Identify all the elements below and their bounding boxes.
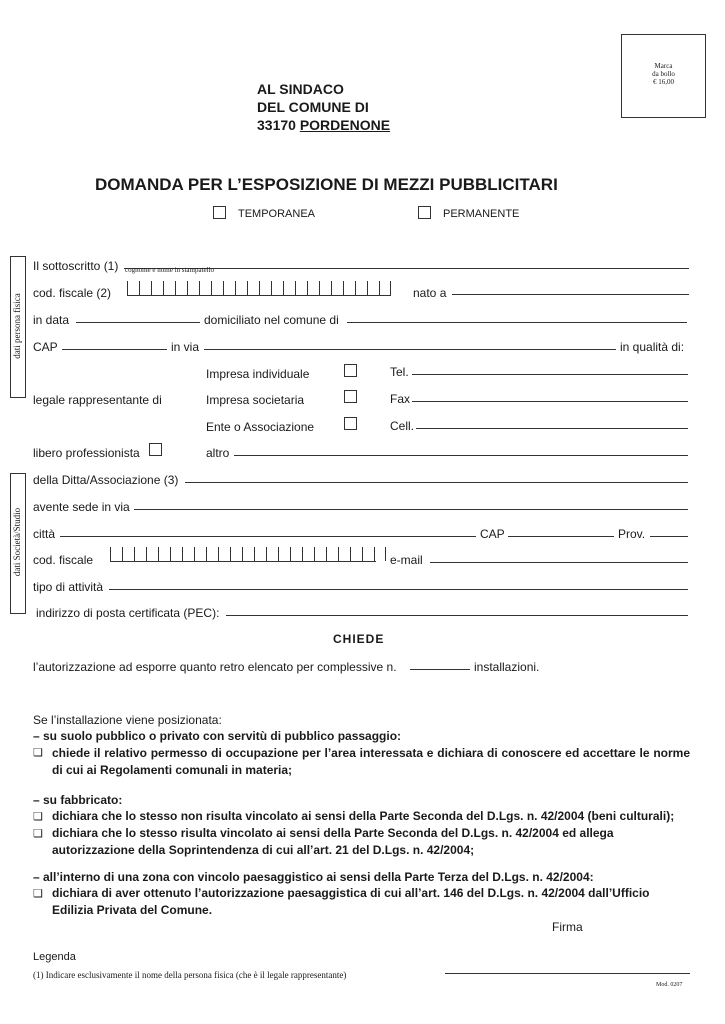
citta-label: città [33,527,56,541]
permanente-checkbox[interactable] [418,206,431,219]
persona-side-label: dati persona fisica [12,293,22,359]
prov-label: Prov. [618,527,646,541]
section1-title: – su suolo pubblico o privato con servitù di pubblico passaggio: [33,729,402,743]
libero-label: libero professionista [33,446,140,460]
tipo-label: tipo di attività [33,580,104,594]
ditta-label: della Ditta/Associazione (3) [33,473,179,487]
section1-item1: chiede il relativo permesso di occupazione per l’area interessata e dichiara di conoscere ed accettare le norme di cui ai Regolamenti comunali in materia; [52,746,690,777]
section2-item2: dichiara che lo stesso risulta vincolato ai sensi della Parte Seconda del D.Lgs. n. 42/2004 ed allega autorizzazione della Soprintendenza di cui all’art. 21 del D.Lgs. n. 42/2004; [52,826,614,857]
email-field[interactable] [430,562,688,563]
firma-label: Firma [552,920,583,934]
legale-label: legale rappresentante di [33,393,162,407]
impresa-societaria-label: Impresa societaria [206,393,305,407]
in-qualita-label: in qualità di: [620,340,685,354]
ditta-field[interactable] [185,482,688,483]
company-cap-field[interactable] [508,536,614,537]
address-block [257,80,390,134]
legenda-heading: Legenda [33,951,76,963]
section2-bullet1-icon: ❏ [33,811,43,823]
sede-field[interactable] [134,509,688,510]
firma-signature-line[interactable] [445,973,690,974]
section3-item1: dichiara di aver ottenuto l’autorizzazione paesaggistica di cui all’art. 146 del D.Lgs. n. 42/2004 dall’Ufficio Edilizia Privata del Comune. [52,886,650,917]
prov-field[interactable] [650,536,688,537]
altro-label: altro [206,446,230,460]
address-line-3 [257,116,390,134]
section3-bullet-icon: ❏ [33,888,43,900]
tel-field[interactable] [412,374,688,375]
autorizzazione-text: l’autorizzazione ad esporre quanto retro elencato per complessive n. [33,660,397,674]
stamp-line-3: € 16,00 [653,78,674,86]
cell-label: Cell. [390,419,415,433]
in-data-field[interactable] [76,322,200,323]
domiciliato-field[interactable] [347,322,687,323]
citta-field[interactable] [60,536,476,537]
cap-field[interactable] [62,349,167,350]
page-title: DOMANDA PER L’ESPOSIZIONE DI MEZZI PUBBLICITARI [95,175,558,194]
pec-field[interactable] [226,615,688,616]
address-zip: 33170 [257,117,296,133]
legenda-note-1: (1) Indicare esclusivamente il nome della persona fisica (che è il legale rappresentante) [33,970,347,980]
address-line-2: DEL COMUNE DI [257,99,369,115]
domiciliato-label: domiciliato nel comune di [204,313,339,327]
pec-label: indirizzo di posta certificata (PEC): [36,606,220,620]
installazioni-label: installazioni. [474,660,540,674]
in-via-label: in via [171,340,200,354]
mod-code: Mod. 0207 [656,982,683,988]
nato-a-label: nato a [413,286,447,300]
sottoscritto-label: Il sottoscritto (1) [33,259,119,273]
installazioni-count-field[interactable] [410,669,470,670]
company-cod-fiscale-baseline [110,561,376,562]
stamp-line-2: da bollo [652,70,675,78]
fax-label: Fax [390,392,411,406]
cap-label: CAP [33,340,58,354]
address-city: PORDENONE [299,117,391,133]
fax-field[interactable] [412,401,688,402]
chiede-heading: CHIEDE [333,632,385,646]
intro-text: Se l’installazione viene posizionata: [33,713,222,727]
ente-checkbox[interactable] [344,417,357,430]
stamp-box [621,34,706,118]
company-cod-fiscale-label: cod. fiscale [33,553,94,567]
section2-title: – su fabbricato: [33,793,123,807]
section3-title: – all’interno di una zona con vincolo paesaggistico ai sensi della Parte Terza del D.Lgs. n. 42/2004: [33,870,594,884]
ente-label: Ente o Associazione [206,420,315,434]
stamp-line-1: Marca [654,62,673,70]
altro-field[interactable] [234,455,688,456]
permanente-label: PERMANENTE [443,208,520,220]
section2-item1: dichiara che lo stesso non risulta vincolato ai sensi della Parte Seconda del D.Lgs. n. 42/2004 (beni culturali); [52,809,675,823]
impresa-individuale-checkbox[interactable] [344,364,357,377]
in-via-field[interactable] [204,349,616,350]
cod-fiscale-baseline [127,295,391,296]
company-cap-label: CAP [480,527,505,541]
tel-label: Tel. [390,365,409,379]
address-line-1: AL SINDACO [257,81,344,97]
temporanea-checkbox[interactable] [213,206,226,219]
impresa-individuale-label: Impresa individuale [206,367,310,381]
impresa-societaria-checkbox[interactable] [344,390,357,403]
in-data-label: in data [33,313,70,327]
section2-bullet2-icon: ❏ [33,828,43,840]
cod-fiscale-label: cod. fiscale (2) [33,286,112,300]
cell-field[interactable] [416,428,688,429]
company-cod-fiscale-cells[interactable] [110,547,386,561]
email-label: e-mail [390,553,423,567]
sede-label: avente sede in via [33,500,130,514]
libero-checkbox[interactable] [149,443,162,456]
tipo-field[interactable] [109,589,688,590]
section1-bullet-icon: ❏ [33,747,43,759]
temporanea-label: TEMPORANEA [238,208,316,220]
cod-fiscale-cells[interactable] [127,281,391,295]
sottoscritto-hint: cognome e nome in stampatello [125,266,215,274]
nato-a-field[interactable] [452,294,689,295]
societa-side-label: dati Società/Studio [12,507,22,577]
